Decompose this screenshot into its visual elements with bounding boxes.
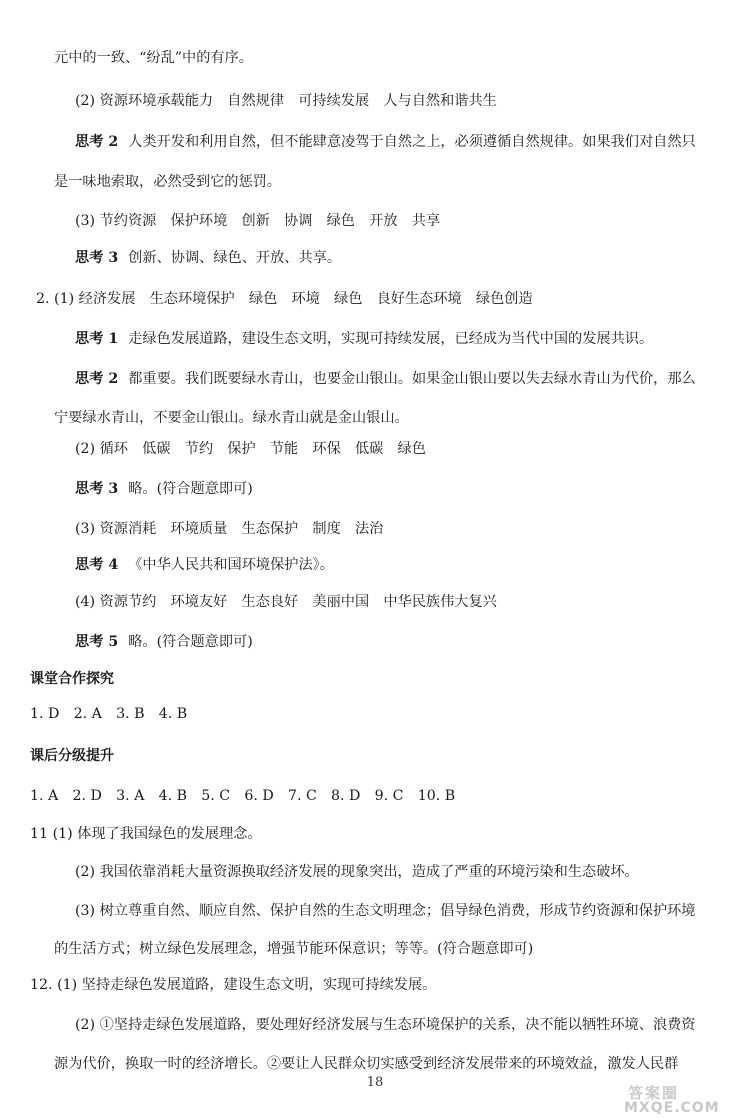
answer-line [75, 91, 497, 111]
answer-line [54, 48, 253, 68]
answer-line [30, 975, 436, 995]
line-text: 源为代价，换取一时的经济增长。②要让人民群众切实感受到经济发展带来的环境效益，激发人民群 [54, 1056, 679, 1072]
line-text: (3) 节约资源 保护环境 创新 协调 绿色 开放 共享 [75, 213, 441, 229]
line-text: (4) 资源节约 环境友好 生态良好 美丽中国 中华民族伟大复兴 [75, 594, 497, 610]
line-text: 创新、协调、绿色、开放、共享。 [128, 250, 342, 266]
line-text: (2) 资源环境承载能力 自然规律 可持续发展 人与自然和谐共生 [75, 93, 497, 109]
line-text: (2) 循环 低碳 节约 保护 节能 环保 低碳 绿色 [75, 441, 426, 457]
line-text: 2. (1) 经济发展 生态环境保护 绿色 环境 绿色 良好生态环境 绿色创造 [36, 291, 533, 307]
line-text: 略。(符合题意即可) [128, 634, 253, 650]
think-label: 思考 5 [75, 634, 119, 650]
think-label: 思考 2 [75, 371, 119, 387]
line-text: 元中的一致、“纷乱”中的有序。 [54, 50, 253, 66]
think-label: 思考 4 [75, 557, 119, 573]
line-text: 走绿色发展道路，建设生态文明，实现可持续发展，已经成为当代中国的发展共识。 [128, 331, 654, 347]
line-text: 略。(符合题意即可) [128, 481, 253, 497]
line-text: (2) 我国依靠消耗大量资源换取经济发展的现象突出，造成了严重的环境污染和生态破坏。 [75, 864, 639, 880]
watermark-bottom-text: MXQE.COM [624, 1100, 720, 1116]
think-answer-line [75, 479, 253, 499]
answer-line [75, 901, 696, 921]
answer-line [30, 704, 187, 724]
answer-line [75, 519, 383, 539]
think-label: 思考 3 [75, 250, 119, 266]
line-text: 12. (1) 坚持走绿色发展道路，建设生态文明，实现可持续发展。 [30, 977, 437, 993]
think-label: 思考 1 [75, 331, 119, 347]
answer-line [75, 439, 426, 459]
think-label: 思考 2 [75, 134, 119, 150]
line-text: 是一味地索取，必然受到它的惩罚。 [54, 174, 282, 190]
think-answer-line [75, 555, 334, 575]
line-text: 《中华人民共和国环境保护法》。 [128, 557, 334, 573]
answer-line [54, 408, 409, 428]
answer-line [54, 1054, 678, 1074]
line-text: (3) 树立尊重自然、顺应自然、保护自然的生态文明理念；倡导绿色消费，形成节约资源和保护环境 [75, 903, 696, 919]
answer-line [75, 1015, 696, 1035]
answer-line [54, 172, 281, 192]
think-answer-line [75, 329, 653, 349]
answer-line [54, 939, 533, 959]
answer-line [30, 824, 262, 844]
site-watermark [618, 1082, 738, 1116]
line-text: 11 (1) 体现了我国绿色的发展理念。 [30, 826, 262, 842]
answer-line [75, 592, 497, 612]
section-heading: 课堂合作探究 [30, 671, 114, 687]
answer-line [75, 862, 639, 882]
watermark-top-text: 答案圈 [628, 1084, 680, 1102]
think-answer-line [75, 632, 253, 652]
line-text: 都重要。我们既要绿水青山，也要金山银山。如果金山银山要以失去绿水青山为代价，那么 [128, 371, 696, 387]
line-text: (2) ①坚持走绿色发展道路，要处理好经济发展与生态环境保护的关系，决不能以牺牲环境、浪费资 [75, 1017, 696, 1033]
think-answer-line [75, 369, 696, 389]
line-text: 1. A 2. D 3. A 4. B 5. C 6. D 7. C 8. D 9. C 10. B [30, 788, 456, 804]
answer-line [36, 289, 533, 309]
page-number: 18 [366, 1075, 384, 1090]
line-text: (3) 资源消耗 环境质量 生态保护 制度 法治 [75, 521, 384, 537]
answer-line [75, 211, 440, 231]
think-label: 思考 3 [75, 481, 119, 497]
line-text: 的生活方式；树立绿色发展理念，增强节能环保意识；等等。(符合题意即可) [54, 941, 534, 957]
answer-line [30, 786, 455, 806]
line-text: 人类开发和利用自然，但不能肆意凌驾于自然之上，必须遵循自然规律。如果我们对自然只 [128, 134, 696, 150]
section-heading: 课后分级提升 [30, 748, 114, 764]
think-answer-line [75, 248, 341, 268]
think-answer-line [75, 132, 696, 152]
line-text: 1. D 2. A 3. B 4. B [30, 706, 188, 722]
line-text: 宁要绿水青山，不要金山银山。绿水青山就是金山银山。 [54, 410, 409, 426]
